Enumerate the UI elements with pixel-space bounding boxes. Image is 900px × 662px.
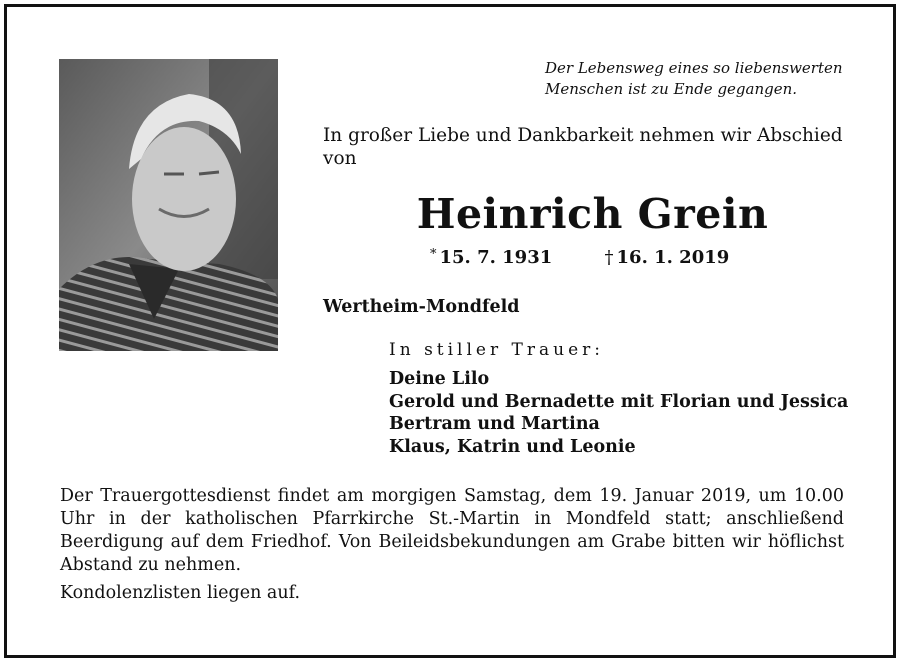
portrait-photo	[59, 59, 278, 351]
service-notice	[60, 485, 844, 577]
mourners-heading: In stiller Trauer:	[389, 340, 604, 360]
service-text: Der Trauergottesdienst findet am morgigen Samstag, dem 19. Januar 2019, um 10.00 Uhr in der katholischen Pfarrkirche St.-Martin in Mondfeld statt; anschließend Beerdigung auf dem Friedhof. Von Beileidsbekundungen am Grabe bitten wir höflichst Abstand zu nehmen.	[60, 486, 844, 575]
birth-date: 15. 7. 1931	[439, 247, 553, 268]
mourner-entry: Gerold und Bernadette mit Florian und Jessica	[389, 391, 849, 412]
intro-line-1: In großer Liebe und Dankbarkeit nehmen wir Abschied	[323, 125, 843, 146]
quote-line-2: Menschen ist zu Ende gegangen.	[545, 80, 798, 98]
condolence-note: Kondolenzlisten liegen auf.	[60, 583, 301, 603]
death-date: 16. 1. 2019	[616, 247, 730, 268]
mourners-list	[389, 368, 848, 458]
mourner-entry: Bertram und Martina	[389, 414, 600, 434]
quote-line-1: Der Lebensweg eines so liebenswerten	[545, 59, 843, 77]
portrait-photo-icon	[59, 59, 278, 351]
birth-star-icon: *	[430, 247, 437, 262]
life-dates	[430, 247, 729, 268]
intro-line-2: von	[323, 148, 357, 169]
residence-place: Wertheim-Mondfeld	[323, 297, 520, 317]
mourner-entry: Deine Lilo	[389, 369, 490, 389]
death-cross-icon: †	[604, 247, 614, 268]
memorial-quote	[545, 58, 865, 100]
mourner-entry: Klaus, Katrin und Leonie	[389, 436, 636, 457]
farewell-intro	[323, 124, 863, 170]
deceased-name: Heinrich Grein	[416, 190, 769, 238]
